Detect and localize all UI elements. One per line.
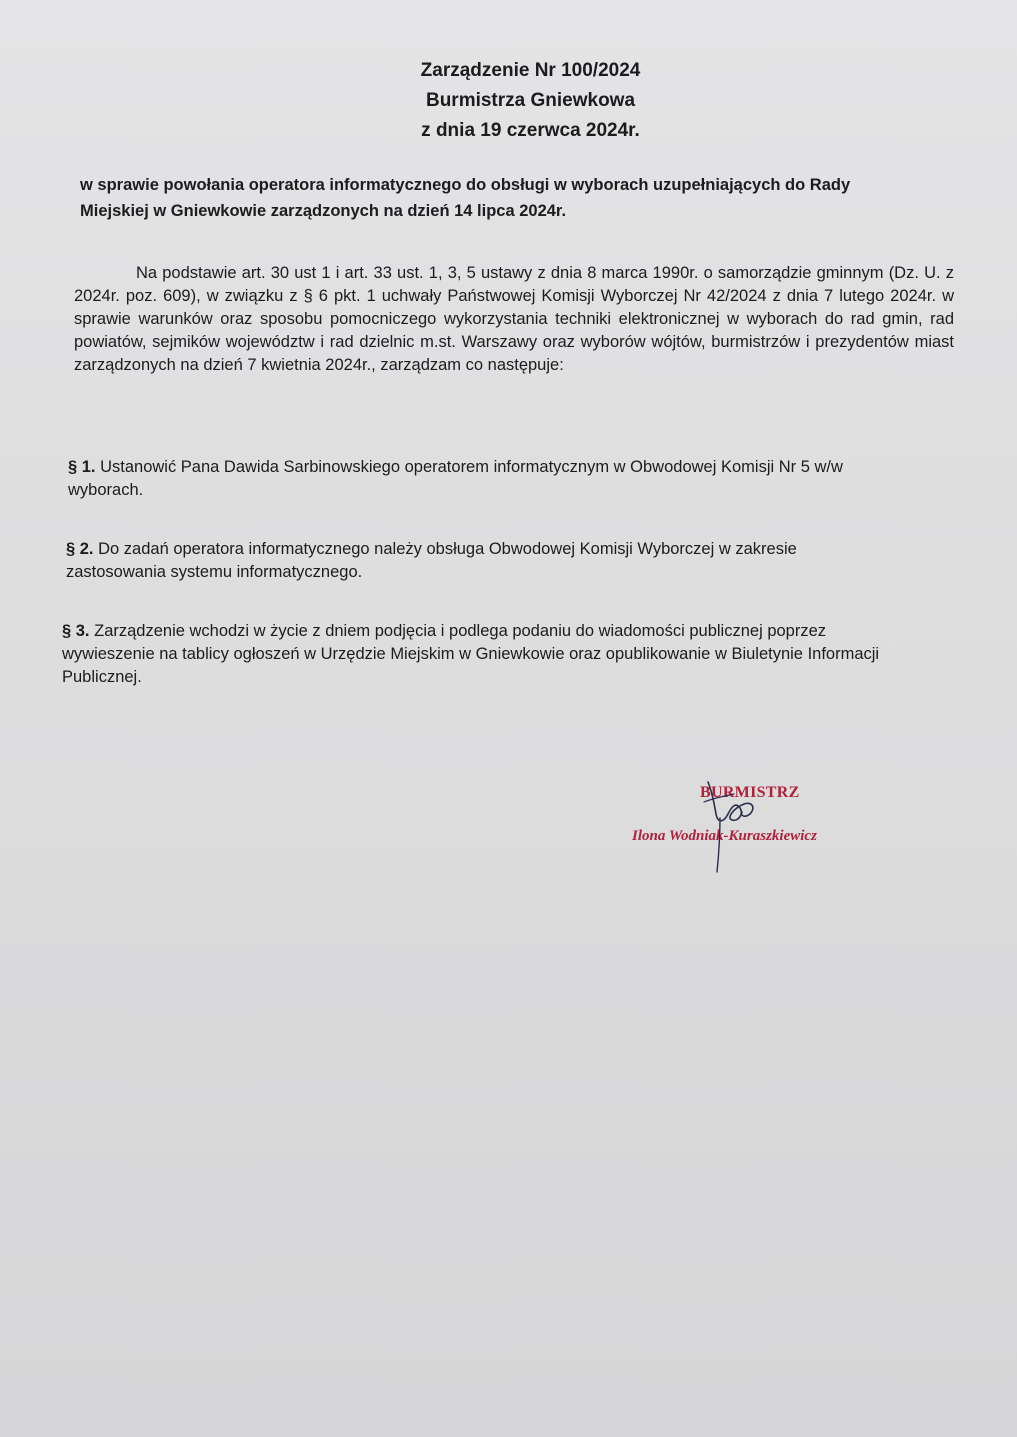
- signature-stamp-title: BURMISTRZ: [700, 784, 800, 801]
- document-subject: w sprawie powołania operatora informatycznego do obsługi w wyborach uzupełniających do Rady Miejskiej w Gniewkowie zarządzonych na dzień 14 lipca 2024r.: [80, 176, 851, 220]
- paragraph-1-text: Ustanowić Pana Dawida Sarbinowskiego operatorem informatycznym w Obwodowej Komisji Nr 5 w/w wyborach.: [68, 458, 843, 499]
- paragraph-2-text: Do zadań operatora informatycznego należy obsługa Obwodowej Komisji Wyborczej w zakresie zastosowania systemu informatycznego.: [66, 540, 797, 581]
- signature-block: [620, 780, 920, 890]
- paragraph-1: [68, 456, 908, 502]
- paragraph-1-label: § 1.: [68, 458, 101, 476]
- paragraph-3-text: Zarządzenie wchodzi w życie z dniem podjęcia i podlega podaniu do wiadomości publicznej poprzez wywieszenie na tablicy ogłoszeń w Urzędzie Miejskim w Gniewkowie oraz opublikowanie w Biuletynie Informacji Publicznej.: [62, 622, 880, 686]
- issuer: Burmistrza Gniewkowa: [425, 90, 636, 111]
- document-header: [22, 56, 1017, 146]
- paragraph-3: [62, 620, 922, 689]
- paragraph-3-label: § 3.: [62, 622, 95, 640]
- order-number: Zarządzenie Nr 100/2024: [420, 60, 641, 81]
- signature-stamp-name: Ilona Wodniak-Kuraszkiewicz: [632, 828, 817, 844]
- legal-basis-preamble: Na podstawie art. 30 ust 1 i art. 33 ust. 1, 3, 5 ustawy z dnia 8 marca 1990r. o samorządzie gminnym (Dz. U. z 2024r. poz. 609), w związku z § 6 pkt. 1 uchwały Państwowej Komisji Wyborczej Nr 42/2024 z dnia 7 lutego 2024r. w sprawie warunków oraz sposobu pomocniczego wykorzystania techniki elektronicznej w wyborach do rad gmin, rad powiatów, sejmików województw i rad dzielnic m.st. Warszawy oraz wyborów wójtów, burmistrzów i prezydentów miast zarządzonych na dzień 7 kwietnia 2024r., zarządzam co następuje:: [74, 264, 954, 374]
- paragraph-2-label: § 2.: [66, 540, 99, 558]
- handwritten-signature-icon: [690, 772, 780, 882]
- issue-date: z dnia 19 czerwca 2024r.: [421, 120, 640, 141]
- paragraph-2: [66, 538, 886, 584]
